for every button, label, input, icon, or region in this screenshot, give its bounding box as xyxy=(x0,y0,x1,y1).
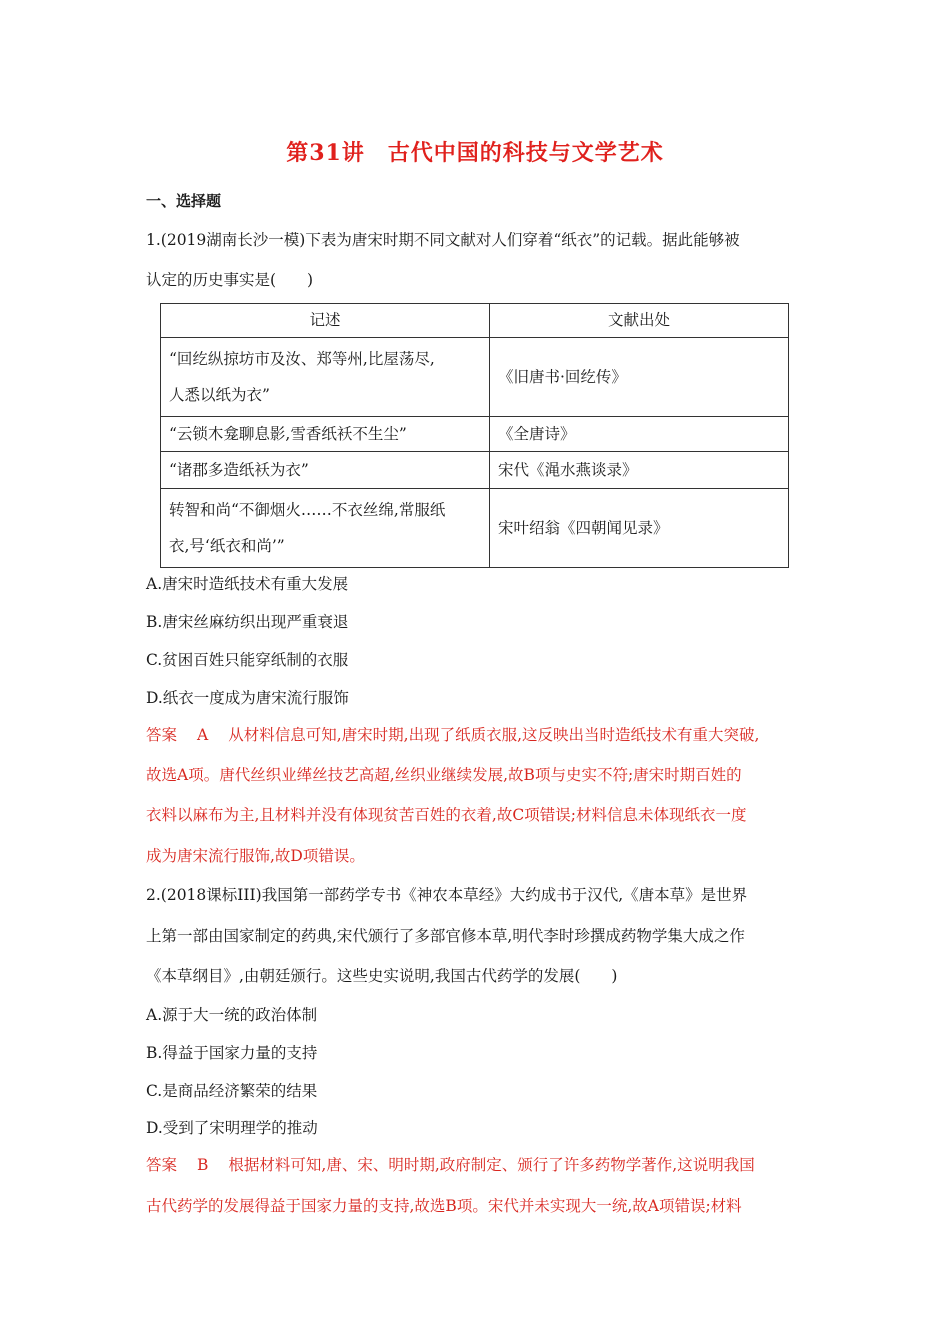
answer-label: 答案 xyxy=(146,1156,178,1174)
table-cell-source: 《旧唐书·回纥传》 xyxy=(490,338,789,417)
table-cell-record xyxy=(161,489,490,568)
q2-option-c: C.是商品经济繁荣的结果 xyxy=(146,1082,318,1100)
q2-answer-line1 xyxy=(146,1155,755,1175)
answer-choice: B xyxy=(197,1156,209,1174)
record-line: 人悉以纸为衣” xyxy=(169,386,270,404)
page-title: 第31讲 古代中国的科技与文学艺术 xyxy=(286,140,664,166)
table-header-row xyxy=(161,304,789,338)
answer-text: 从材料信息可知,唐宋时期,出现了纸质衣服,这反映出当时造纸技术有重大突破, xyxy=(228,726,760,744)
table-cell-source: 《全唐诗》 xyxy=(490,417,789,452)
answer-text: 根据材料可知,唐、宋、明时期,政府制定、颁行了许多药物学著作,这说明我国 xyxy=(228,1156,755,1174)
q1-answer-line1 xyxy=(146,725,759,745)
q2-option-b: B.得益于国家力量的支持 xyxy=(146,1044,318,1062)
table-row xyxy=(161,489,789,568)
q1-option-b: B.唐宋丝麻纺织出现严重衰退 xyxy=(146,613,349,631)
record-line: 转智和尚“不御烟火……不衣丝绵,常服纸 xyxy=(169,501,446,519)
source-table xyxy=(160,303,789,568)
q1-answer-line2: 故选A项。唐代丝织业缂丝技艺高超,丝织业继续发展,故B项与史实不符;唐宋时期百姓的 xyxy=(146,766,742,784)
answer-choice: A xyxy=(197,726,209,744)
q1-stem-line1: 1.(2019湖南长沙一模)下表为唐宋时期不同文献对人们穿着“纸衣”的记载。据此能够被 xyxy=(146,231,740,249)
q2-answer-line2: 古代药学的发展得益于国家力量的支持,故选B项。宋代并未实现大一统,故A项错误;材料 xyxy=(146,1197,742,1215)
table-header-record: 记述 xyxy=(161,304,490,338)
q1-option-a: A.唐宋时造纸技术有重大发展 xyxy=(146,575,349,593)
section-heading: 一、选择题 xyxy=(146,192,222,210)
q1-answer-line4: 成为唐宋流行服饰,故D项错误。 xyxy=(146,847,365,865)
table-header-source: 文献出处 xyxy=(490,304,789,338)
q2-stem-line1: 2.(2018课标III)我国第一部药学专书《神农本草经》大约成书于汉代,《唐本草》是世界 xyxy=(146,886,748,904)
answer-label: 答案 xyxy=(146,726,178,744)
table-row xyxy=(161,452,789,489)
record-line: 衣,号‘纸衣和尚’” xyxy=(169,537,285,555)
q2-stem-line2: 上第一部由国家制定的药典,宋代颁行了多部官修本草,明代李时珍撰成药物学集大成之作 xyxy=(146,927,745,945)
q2-option-d: D.受到了宋明理学的推动 xyxy=(146,1119,318,1137)
table-row xyxy=(161,417,789,452)
q1-option-d: D.纸衣一度成为唐宋流行服饰 xyxy=(146,689,349,707)
q2-option-a: A.源于大一统的政治体制 xyxy=(146,1006,318,1024)
q1-answer-line3: 衣料以麻布为主,且材料并没有体现贫苦百姓的衣着,故C项错误;材料信息未体现纸衣一度 xyxy=(146,806,747,824)
table-cell-record: “云锁木龛聊息影,雪香纸袄不生尘” xyxy=(161,417,490,452)
table-cell-record xyxy=(161,338,490,417)
table-cell-record: “诸郡多造纸袄为衣” xyxy=(161,452,490,489)
table-cell-source: 宋叶绍翁《四朝闻见录》 xyxy=(490,489,789,568)
q1-stem-line2: 认定的历史事实是( ) xyxy=(146,271,314,289)
table-cell-source: 宋代《渑水燕谈录》 xyxy=(490,452,789,489)
record-line: “回纥纵掠坊市及汝、郑等州,比屋荡尽, xyxy=(169,350,435,368)
q1-option-c: C.贫困百姓只能穿纸制的衣服 xyxy=(146,651,349,669)
q2-stem-line3: 《本草纲目》,由朝廷颁行。这些史实说明,我国古代药学的发展( ) xyxy=(146,967,618,985)
table-row xyxy=(161,338,789,417)
